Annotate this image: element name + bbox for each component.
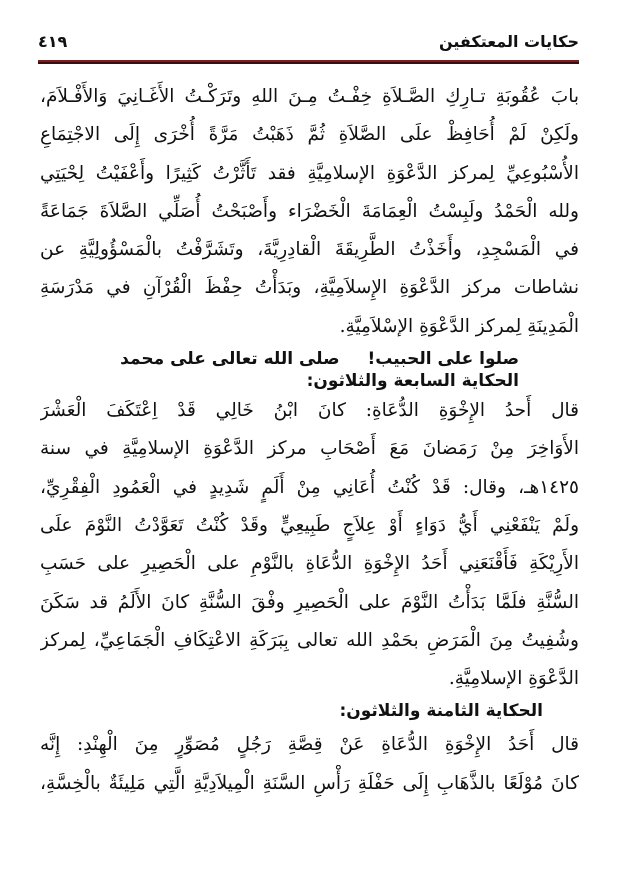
text-line: ١٤٢٥هـ، وقال: قَدْ كُنْتُ أُعَانِي مِنْ أَلَمٍ شَدِيدٍ في الْعَمُودِ الْفِقْرِيِّ، xyxy=(40,476,579,498)
story-37 xyxy=(40,392,579,698)
story-36-tail xyxy=(40,78,579,346)
story-38 xyxy=(40,726,579,803)
book-title: حكايات المعتكفين xyxy=(438,31,579,51)
text-line: قال أَحدُ الإِخْوَةِ الدُّعَاةِ: كانَ ابْنُ خَالِي قَدْ اِعْتَكَفَ الْعَشْرَ xyxy=(40,400,579,422)
page-number: ٤١٩ xyxy=(38,31,68,51)
text-line: قال أَحَدُ الإِخْوَةِ الدُّعَاةِ عَنْ قِصَّةِ رَجُلٍ مُصَوِّرٍ مِنَ الْهِنْدِ: إِنَّه xyxy=(40,734,579,756)
text-line: نشاطات مركز الدَّعْوَةِ الإِسلاَمِيَّةِ، وبَدَأْتُ حِفْظَ الْقُرْآنِ في مَدْرَسَةِ xyxy=(40,277,579,299)
text-line: في الْمَسْجِدِ، وأَخَذْتُ الطَّرِيقَةَ الْقادِرِيَّةَ، وتَشَرَّفْتُ بالْمَسْؤُولِيَّةِ عن xyxy=(40,239,579,261)
salawat-response: صلى الله تعالى على محمد xyxy=(120,349,340,370)
header-divider xyxy=(38,60,579,64)
page-header xyxy=(38,24,579,58)
text-line: الأُسْبُوعِيِّ لِمركز الدَّعْوَةِ الإسلامِيَّةِ فقد تَأَثَّرْتُ كَثِيرًا وأَعْفَيْتُ لِحْيَتِي xyxy=(40,162,579,184)
page-body xyxy=(40,78,579,803)
text-line: ولله الْحَمْدُ ولَبِسْتُ الْعِمَامَةَ الْخَضْرَاء وأَصْبَحْتُ أُصَلِّي الصَّلاَةَ جَمَاعَةً xyxy=(40,200,579,222)
text-line: ولَكِنْ لَمْ أُحَافِظْ علَى الصَّلاَةِ ثُمَّ ذَهَبْتُ مَرَّةً أُخْرَى إِلَى الاجْتِمَاعِ xyxy=(40,124,579,146)
text-line: الأَوَاخِرَ مِنْ رَمَضانَ مَعَ أَصْحَابِ مركز الدَّعْوَةِ الإسلامِيَّةِ في سنة xyxy=(40,438,579,460)
text-line: الْمَدِينَةِ لِمركز الدَّعْوَةِ الإسْلاَمِيَّةِ. xyxy=(339,315,579,337)
text-line: كانَ مُوْلَعًا بالذَّهَابِ إِلَى حَفْلَةِ رَأْسِ السَّنَةِ الْمِيلاَدِيَّةِ الَّتِي مَلِيئَةٌ بالْخِسَّةِ، xyxy=(40,772,579,794)
salawat-call: صلوا على الحبيب! xyxy=(367,349,519,370)
salawat-line xyxy=(40,348,579,370)
text-line: ولَمْ يَنْفَعْنِي أَيُّ دَوَاءٍ أَوْ عِلاَجٍ طَبِيعِيٍّ وقَدْ كُنْتُ تَعَوَّدْتُ النَّوْمَ علَى xyxy=(40,514,579,536)
text-line: السُّنَّةِ فلَمَّا بَدَأْتُ النَّوْمَ على الْحَصِيرِ وفْقَ السُّنَّةِ كانَ الأَلَمُ قد سَكَنَ xyxy=(40,591,579,613)
text-line: الأَرِيْكَةِ فَأَقْنَعَنِي أَحَدُ الإِخْوَةِ الدُّعَاةِ بالنَّوْمِ على الْحَصِيرِ على حَسَبِ xyxy=(40,553,579,575)
story-37-heading: الحكاية السابعة والثلاثون: xyxy=(306,371,519,392)
story-38-heading: الحكاية الثامنة والثلاثون: xyxy=(339,701,543,722)
text-line: الدَّعْوَةِ الإسلامِيَّةِ. xyxy=(448,668,579,690)
text-line: وشُفِيتُ مِنَ الْمَرَضِ بحَمْدِ الله تعالى بِبَرَكَةِ الاعْتِكَافِ الْجَمَاعِيِّ، لِمركز xyxy=(40,629,579,651)
text-line: بابَ عُقُوبَةِ تـارِكِ الصَّـلاَةِ خِفْـتُ مِـنَ اللهِ وتَرَكْـتُ الأَغَـانِيَ وَالأَفْـلاَمَ، xyxy=(40,86,579,107)
